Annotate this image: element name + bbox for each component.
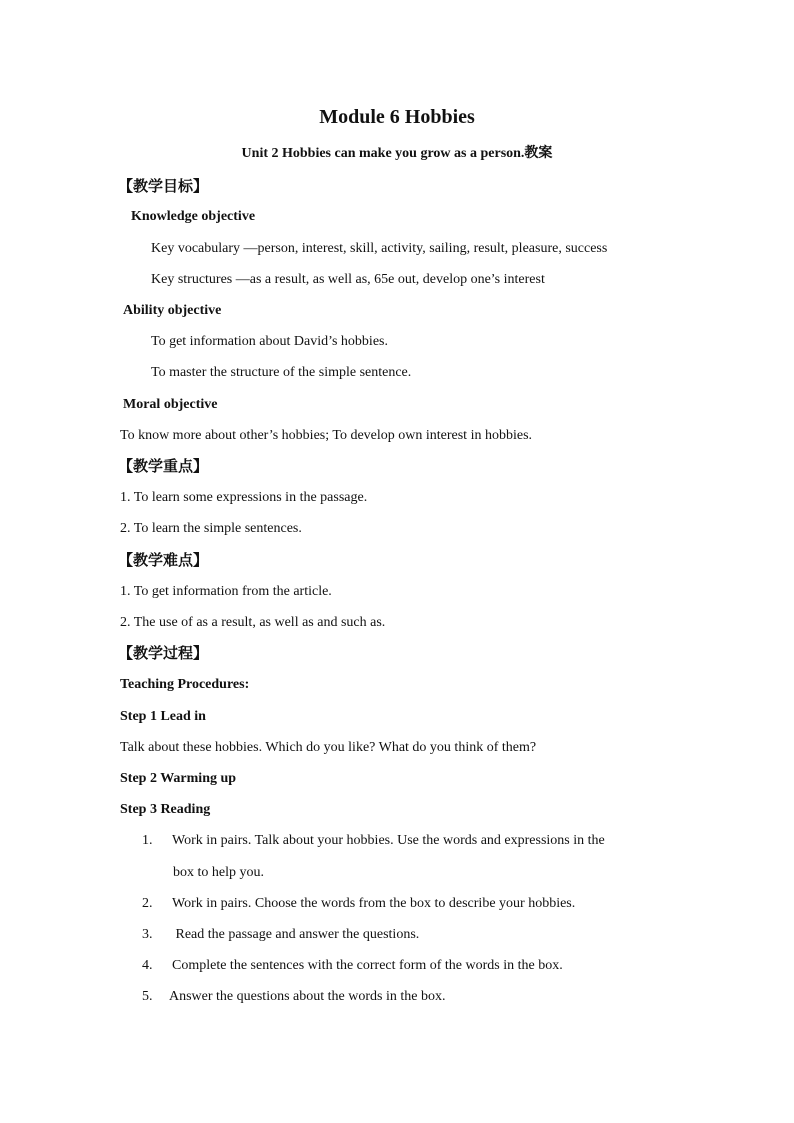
reading-item-text: Work in pairs. Talk about your hobbies. Use the words and expressions in the: [172, 833, 605, 848]
reading-item-text: Work in pairs. Choose the words from the box to describe your hobbies.: [172, 896, 576, 911]
ability-objective-heading: Ability objective: [123, 303, 222, 318]
reading-item-text: Answer the questions about the words in the box.: [169, 989, 446, 1004]
reading-item-text: Complete the sentences with the correct form of the words in the box.: [172, 958, 563, 973]
key-point-item: 2. To learn the simple sentences.: [120, 521, 302, 536]
reading-item: [142, 926, 419, 944]
moral-objective-line: To know more about other’s hobbies; To develop own interest in hobbies.: [120, 428, 533, 443]
step1-label: Step 1 Lead in: [120, 709, 206, 724]
knowledge-objective-heading: Knowledge objective: [131, 209, 256, 224]
reading-item-number: 5.: [142, 989, 153, 1004]
reading-item-number: 4.: [142, 958, 153, 973]
knowledge-structures-line: Key structures —as a result, as well as, 65e out, develop one’s interest: [151, 272, 545, 287]
reading-item-text: Read the passage and answer the questions.: [172, 927, 420, 942]
knowledge-vocabulary-line: Key vocabulary —person, interest, skill, activity, sailing, result, pleasure, success: [151, 241, 608, 256]
moral-objective-heading: Moral objective: [123, 397, 218, 412]
ability-line-2: To master the structure of the simple sentence.: [151, 365, 412, 380]
difficulty-item: 1. To get information from the article.: [120, 584, 332, 599]
step3-label: Step 3 Reading: [120, 802, 211, 817]
reading-item: [142, 832, 605, 850]
page-subtitle: Unit 2 Hobbies can make you grow as a person.教案: [241, 146, 553, 161]
reading-item: [142, 988, 445, 1006]
difficulty-item: 2. The use of as a result, as well as and such as.: [120, 615, 386, 630]
section-heading-process: 【教学过程】: [118, 646, 209, 662]
reading-item: [142, 957, 563, 975]
section-heading-key-points: 【教学重点】: [118, 459, 209, 475]
ability-line-1: To get information about David’s hobbies.: [151, 334, 388, 349]
step2-label: Step 2 Warming up: [120, 771, 237, 786]
section-heading-difficulties: 【教学难点】: [118, 553, 209, 569]
page-title: Module 6 Hobbies: [319, 106, 475, 128]
reading-item-number: 2.: [142, 896, 153, 911]
section-heading-objectives: 【教学目标】: [118, 179, 209, 195]
teaching-procedures-label: Teaching Procedures:: [120, 677, 250, 692]
key-point-item: 1. To learn some expressions in the passage.: [120, 490, 368, 505]
reading-item: [142, 895, 575, 913]
reading-item-number: 1.: [142, 833, 153, 848]
reading-item-continuation: box to help you.: [173, 865, 264, 880]
reading-item-number: 3.: [142, 927, 153, 942]
step1-text: Talk about these hobbies. Which do you like? What do you think of them?: [120, 740, 537, 755]
